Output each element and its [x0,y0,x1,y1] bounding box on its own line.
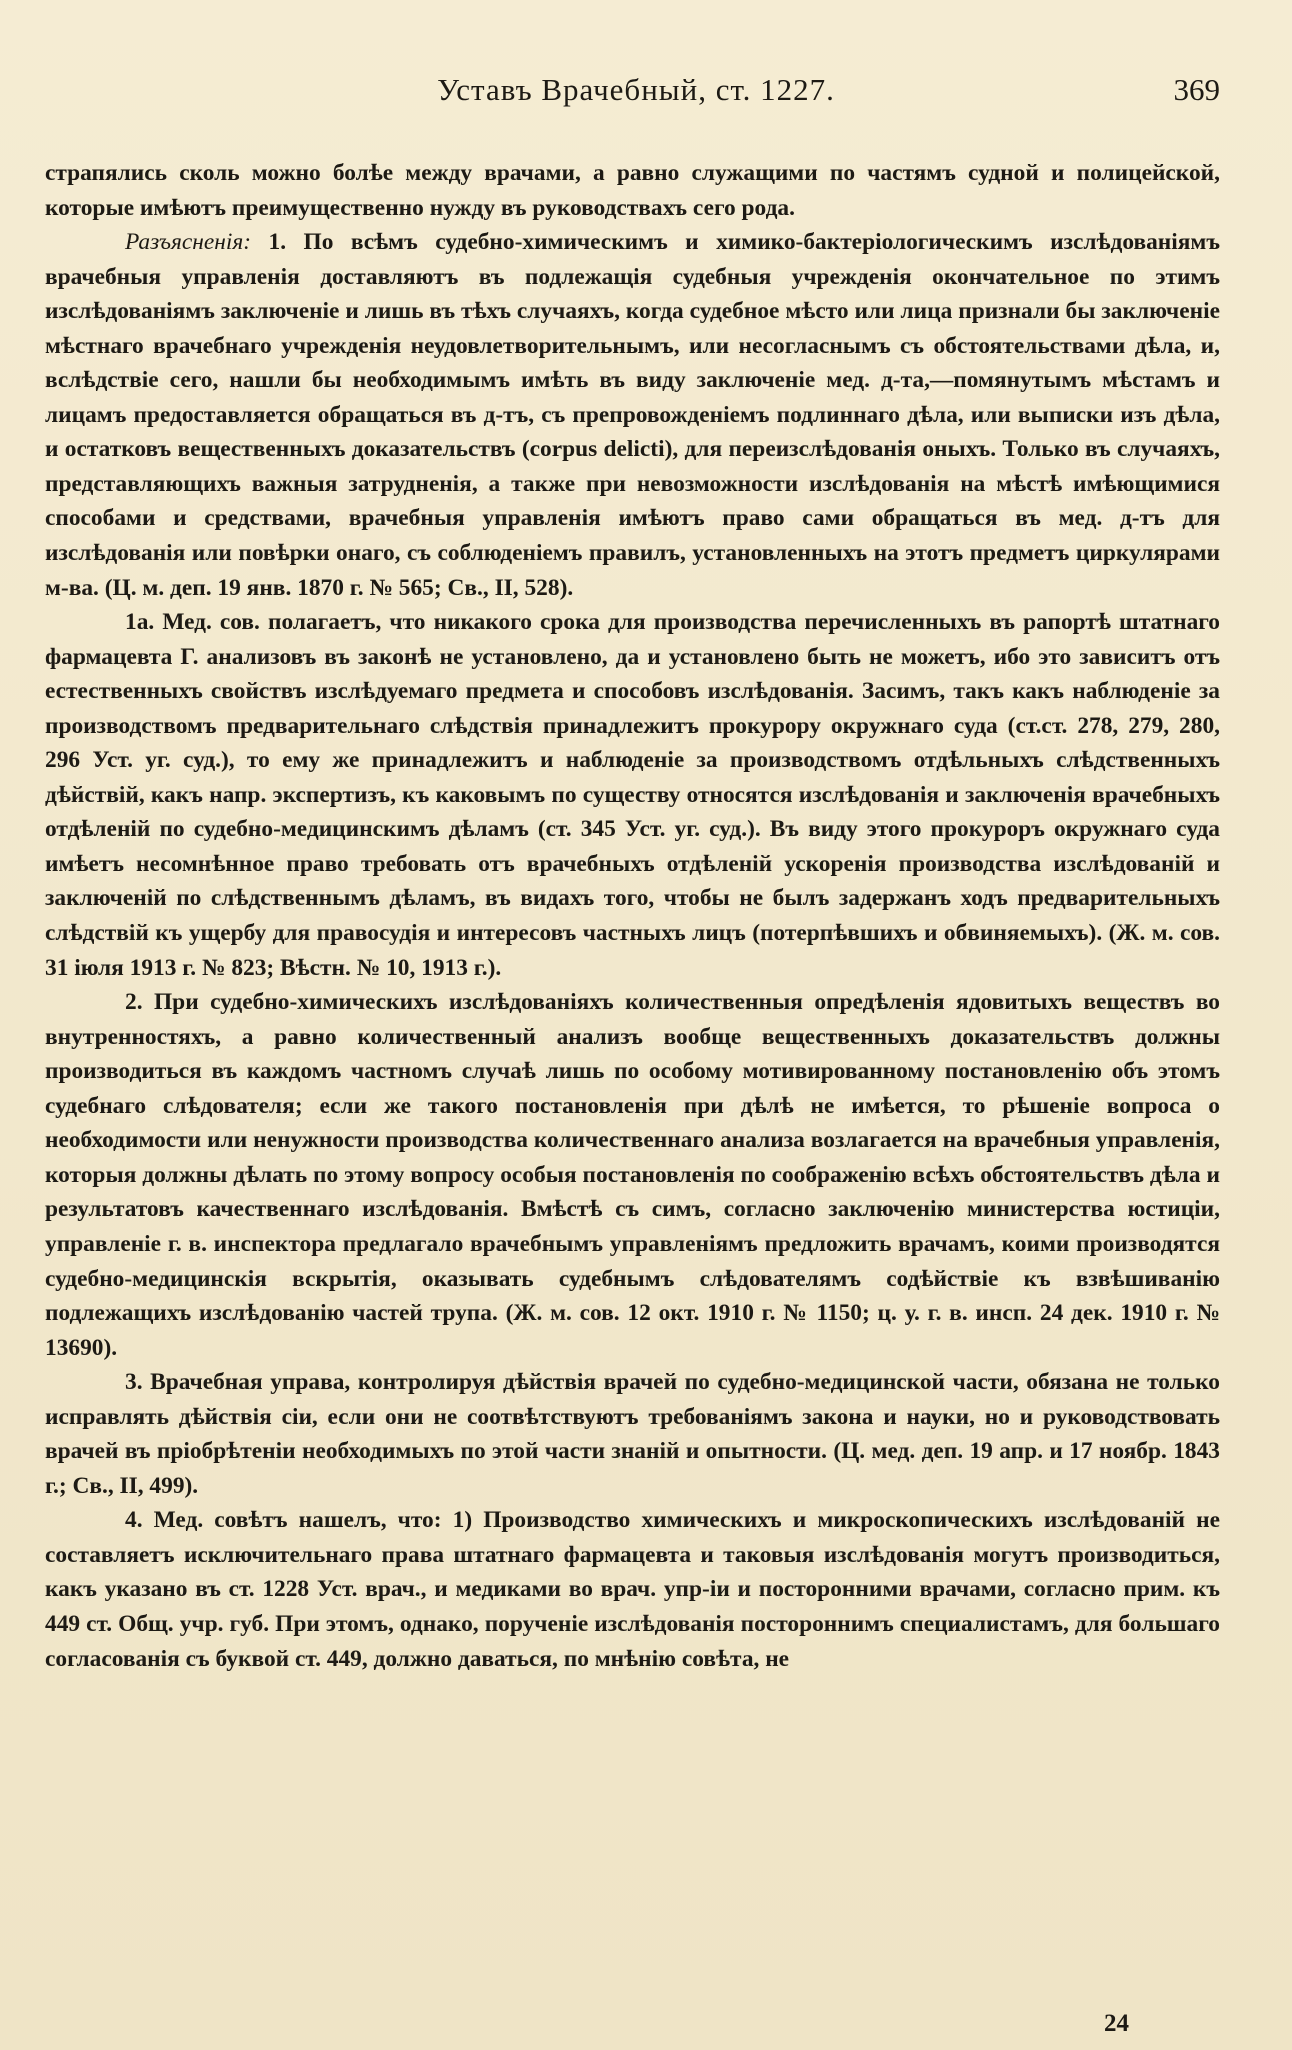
body-text [45,156,1220,1676]
paragraph-4: 4. Мед. совѣтъ нашелъ, что: 1) Производство химическихъ и микроскопическихъ изслѣдованій не составляетъ исключительнаго права штатнаго фармацевта и таковыя изслѣдованія могутъ производиться, какъ указано въ ст. 1228 Уст. врач., и медиками во врач. упр-іи и посторонними врачами, согласно прим. къ 449 ст. Общ. учр. губ. При этомъ, однако, порученіе изслѣдованія постороннимъ специалистамъ, для большаго согласованія съ буквой ст. 449, должно даваться, по мнѣнію совѣта, не [45,1507,1220,1672]
page-number: 369 [1173,72,1220,107]
explanations-label: Разъясненія: [125,229,252,256]
paragraph-1-text: 1. По всѣмъ судебно-химическимъ и химико-бактеріологическимъ изслѣдованіямъ врачебныя управленія доставляютъ въ подлежащія судебныя учрежденія окончательное по этимъ изслѣдованіямъ заключеніе и лишь въ тѣхъ случаяхъ, когда судебное мѣсто или лица признали бы заключеніе мѣстнаго врачебнаго учрежденія неудовлетворительнымъ, или несогласнымъ съ обстоятельствами дѣла, и, вслѣдствіе сего, нашли бы необходимымъ имѣть въ виду заключеніе мед. д-та,—помянутымъ мѣстамъ и лицамъ предоставляется обращаться въ д-тъ, съ препровожденіемъ подлиннаго дѣла, или выписки изъ дѣла, и остатковъ вещественныхъ доказательствъ (corpus delicti), для переизслѣдованія оныхъ. Только въ случаяхъ, представляющихъ важныя затрудненія, а также при невозможности изслѣдованія на мѣстѣ имѣющимися способами и средствами, врачебныя управленія имѣютъ право сами обращаться въ мед. д-тъ для изслѣдованія или повѣрки онаго, съ соблюденіемъ правилъ, установленныхъ на этотъ предметъ циркулярами м-ва. (Ц. м. деп. 19 янв. 1870 г. № 565; Св., II, 528). [45,229,1220,601]
page-header [52,72,1220,112]
paragraph-continuation: страпялись сколь можно болѣе между врачами, а равно служащими по частямъ судной и полицейской, которые имѣютъ преимущественно нужду въ руководствахъ сего рода. [45,160,1220,221]
running-head: Уставъ Врачебный, ст. 1227. [437,72,835,107]
paragraph-1 [45,225,1220,605]
signature-mark: 24 [1104,2010,1129,2037]
paragraph-2: 2. При судебно-химическихъ изслѣдованіяхъ количественныя опредѣленія ядовитыхъ веществъ во внутренностяхъ, а равно количественный анализъ вообще вещественныхъ доказательствъ должны производиться въ каждомъ частномъ случаѣ лишь по особому мотивированному постановленію объ этомъ судебнаго слѣдователя; если же такого постановленія при дѣлѣ не имѣется, то рѣшеніе вопроса о необходимости или ненужности производства количественнаго анализа возлагается на врачебныя управленія, которыя должны дѣлать по этому вопросу особыя постановленія по соображенію всѣхъ обстоятельствъ дѣла и результатовъ качественнаго изслѣдованія. Вмѣстѣ съ симъ, согласно заключенію министерства юстиціи, управленіе г. в. инспектора предлагало врачебнымъ управленіямъ предложить врачамъ, коими производятся судебно-медицинскія вскрытія, оказывать судебнымъ слѣдователямъ содѣйствіе къ взвѣшиванію подлежащихъ изслѣдованію частей трупа. (Ж. м. сов. 12 окт. 1910 г. № 1150; ц. у. г. в. инсп. 24 дек. 1910 г. № 13690). [45,989,1220,1361]
paragraph-1a: 1а. Мед. сов. полагаетъ, что никакого срока для производства перечисленныхъ въ рапортѣ штатнаго фармацевта Г. анализовъ въ законѣ не установлено, да и установлено быть не можетъ, ибо это зависитъ отъ естественныхъ свойствъ изслѣдуемаго предмета и способовъ изслѣдованія. Засимъ, такъ какъ наблюденіе за производствомъ предварительнаго слѣдствія принадлежитъ прокурору окружнаго суда (ст.ст. 278, 279, 280, 296 Уст. уг. суд.), то ему же принадлежитъ и наблюденіе за производствомъ отдѣльныхъ слѣдственныхъ дѣйствій, какъ напр. экспертизъ, къ каковымъ по существу относятся изслѣдованія и заключенія врачебныхъ отдѣленій по судебно-медицинскимъ дѣламъ (ст. 345 Уст. уг. суд.). Въ виду этого прокуроръ окружнаго суда имѣетъ несомнѣнное право требовать отъ врачебныхъ отдѣленій ускоренія производства изслѣдованій и заключеній по слѣдственнымъ дѣламъ, въ видахъ того, чтобы не былъ задержанъ ходъ предварительныхъ слѣдствій къ ущербу для правосудія и интересовъ частныхъ лицъ (потерпѣвшихъ и обвиняемыхъ). (Ж. м. сов. 31 іюля 1913 г. № 823; Вѣстн. № 10, 1913 г.). [45,609,1220,981]
paragraph-3: 3. Врачебная управа, контролируя дѣйствія врачей по судебно-медицинской части, обязана не только исправлять дѣйствія сіи, если они не соотвѣтствуютъ требованіямъ закона и науки, но и руководствовать врачей въ пріобрѣтеніи необходимыхъ по этой части знаній и опытности. (Ц. мед. деп. 19 апр. и 17 ноябр. 1843 г.; Св., II, 499). [45,1369,1220,1499]
